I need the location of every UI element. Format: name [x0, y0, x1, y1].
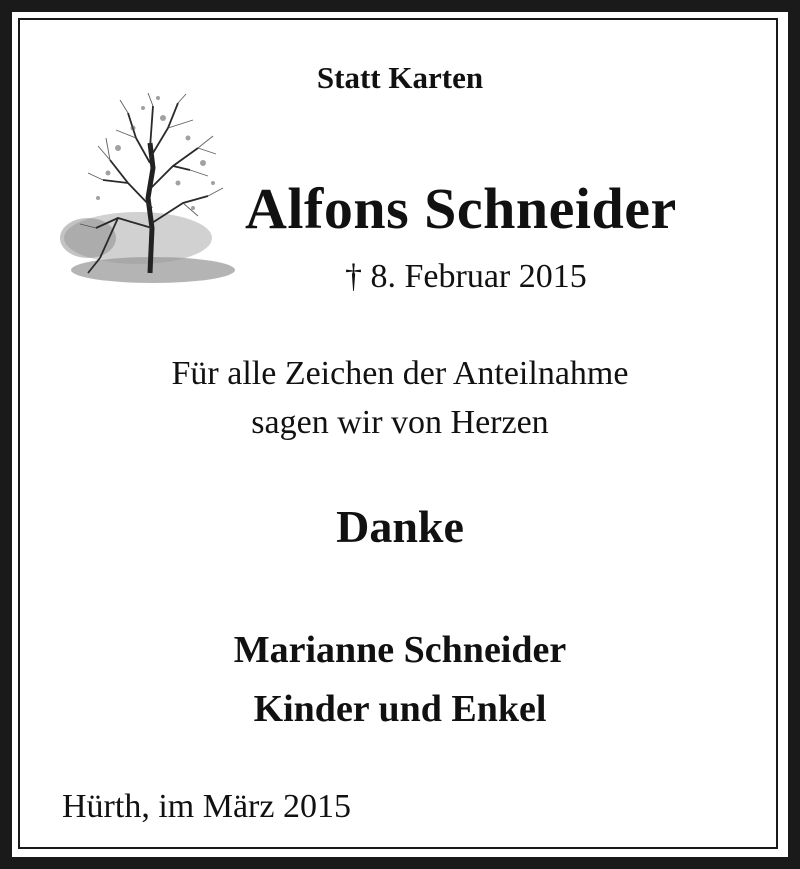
deceased-name: Alfons Schneider: [245, 176, 677, 241]
thanks-line-2: sagen wir von Herzen: [251, 404, 549, 441]
signature-line-2: Kinder und Enkel: [253, 688, 547, 730]
death-date: † 8. Februar 2015: [345, 258, 587, 295]
tree-illustration: [58, 88, 243, 298]
header-statt-karten: Statt Karten: [316, 60, 484, 95]
place-date: Hürth, im März 2015: [62, 788, 351, 825]
danke-heading: Danke: [336, 501, 464, 552]
thanks-line-1: Für alle Zeichen der Anteilnahme: [171, 355, 629, 392]
signature-line-1: Marianne Schneider: [233, 629, 567, 671]
